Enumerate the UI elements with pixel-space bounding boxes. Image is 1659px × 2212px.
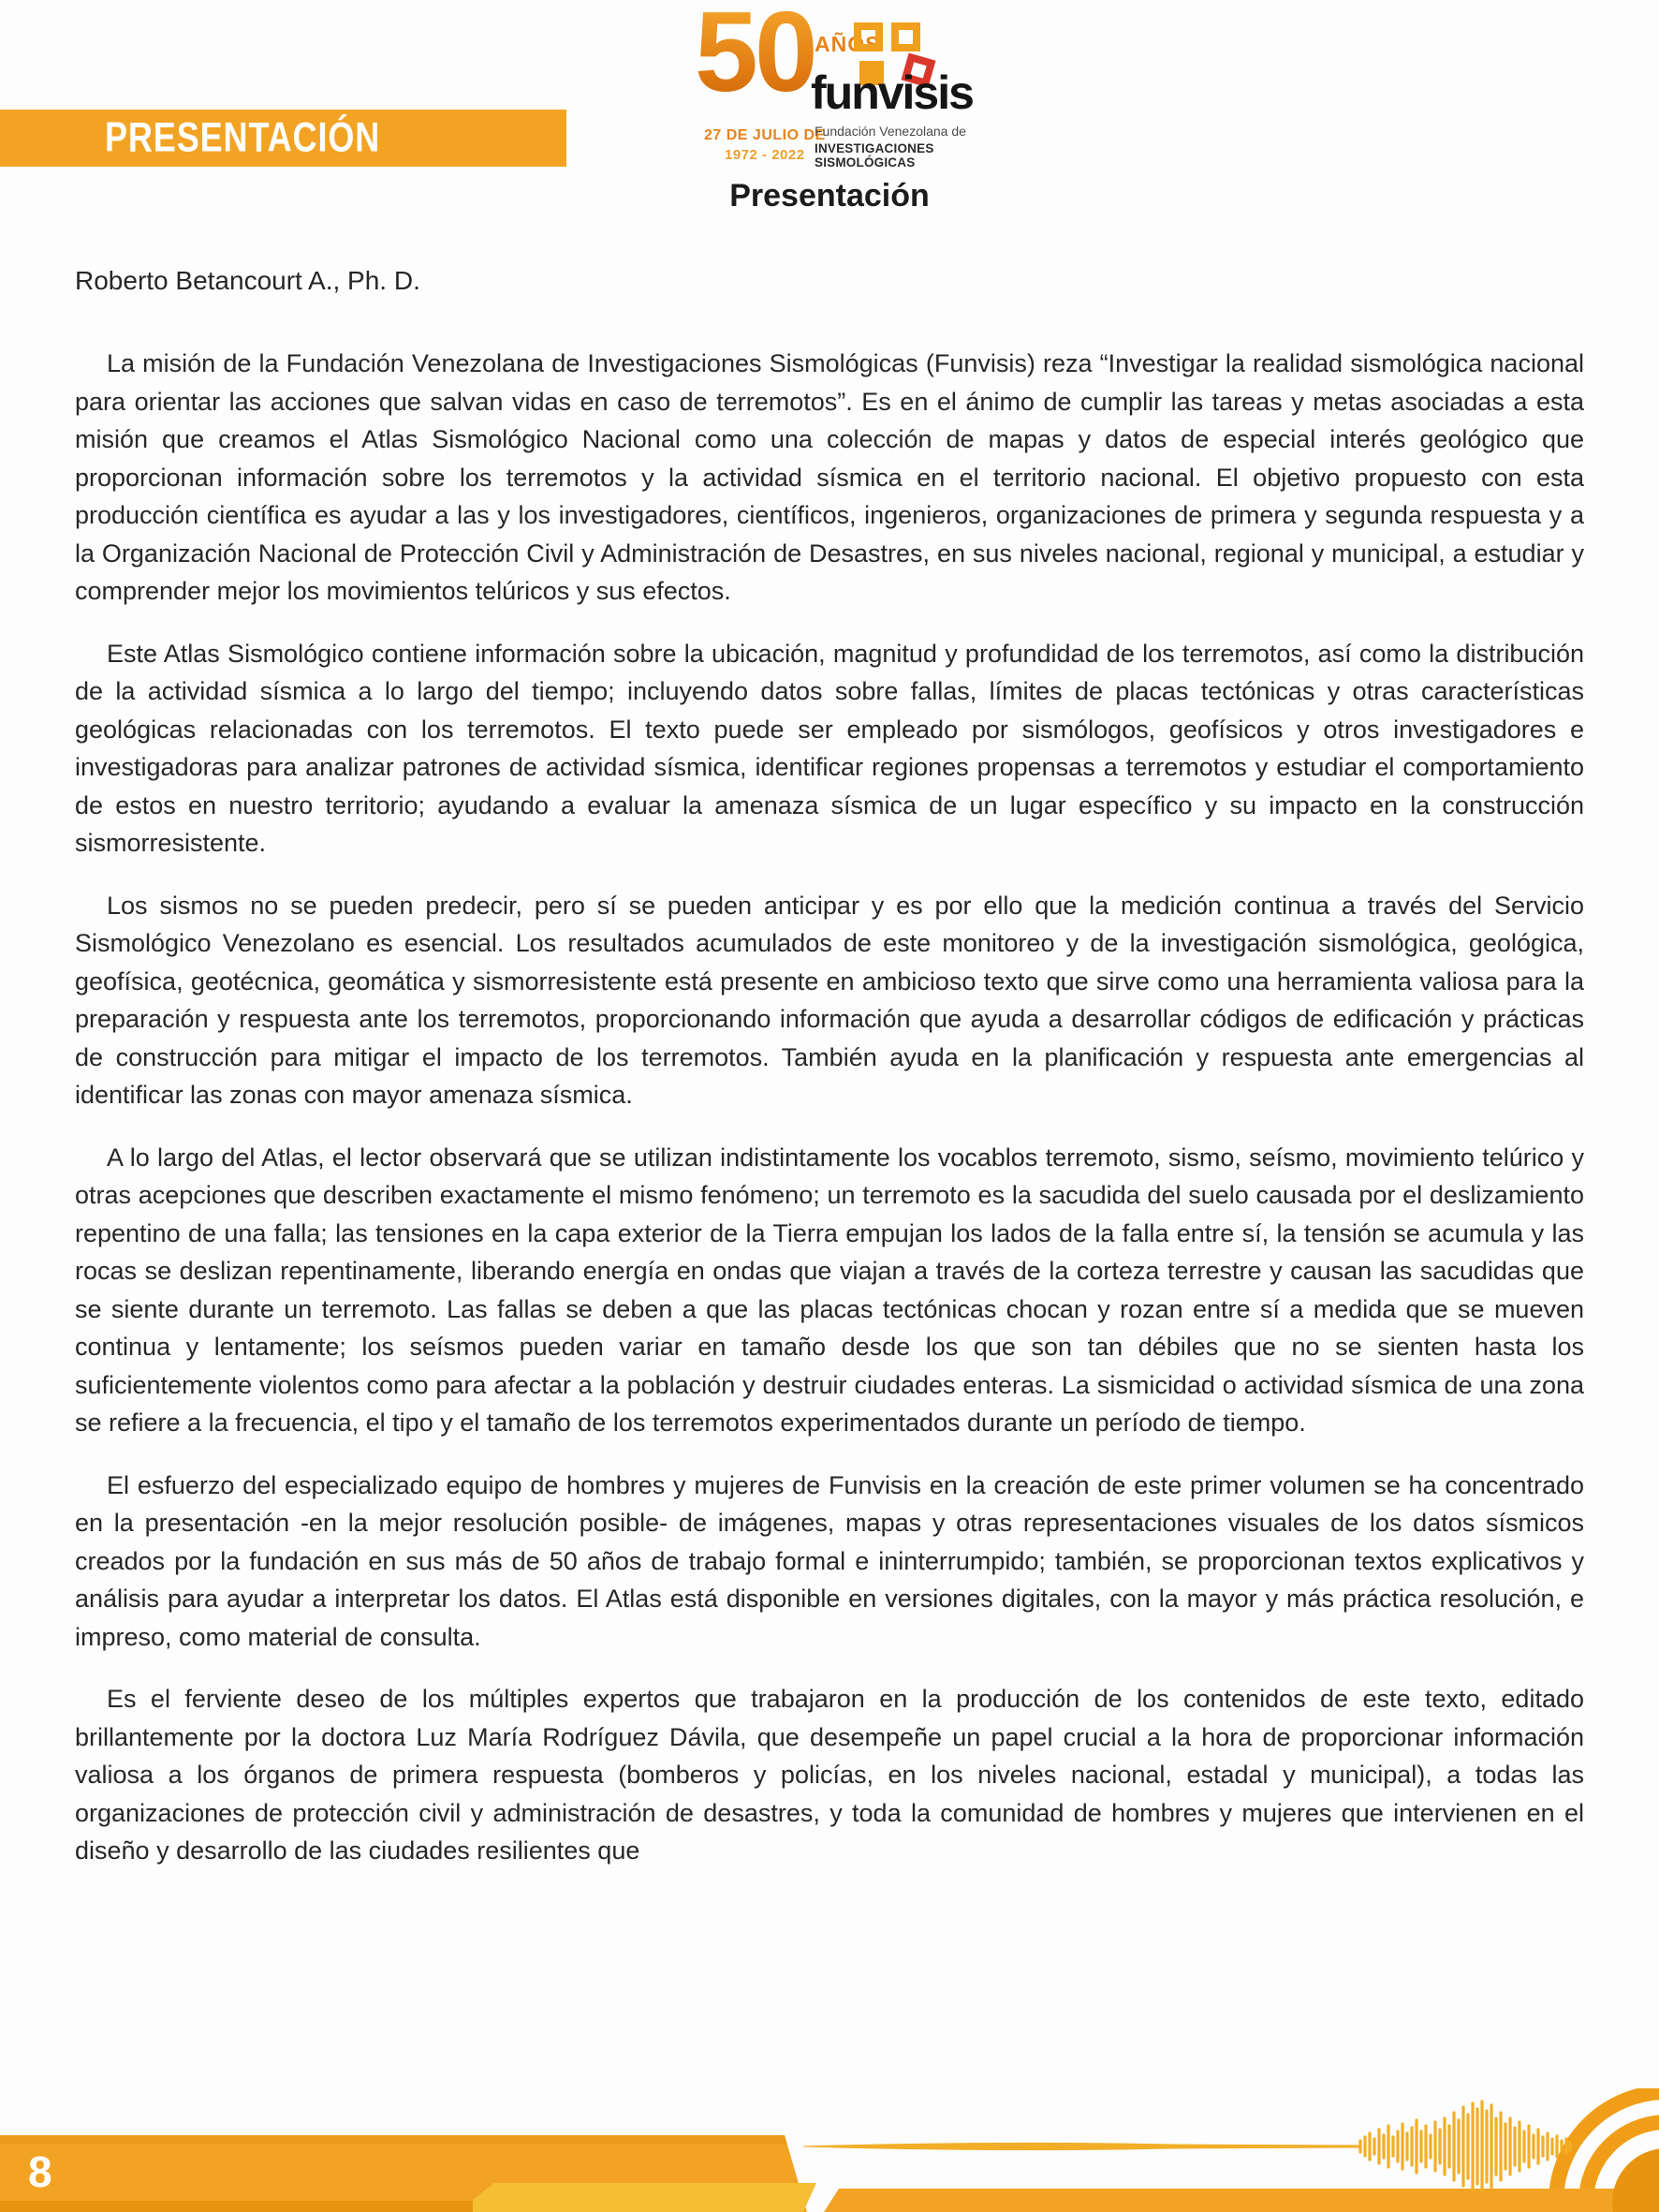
paragraph-4: A lo largo del Atlas, el lector observará que se utilizan indistintamente los vocablos terremoto, sismo, seísmo, movimiento telúrico y otras acepciones que describen exactamente el mismo fenómeno; un terremoto es la sacudida del suelo causada por el deslizamiento repentino de una falla; las tensiones en la capa exterior de la Tierra empujan los lados de la falla entre sí, la tensión se acumula y las rocas se deslizan repentinamente, liberando energía en ondas que viajan a través de la corteza terrestre y causan las sacudidas que se siente durante un terremoto. Las fallas se deben a que las placas tectónicas chocan y rozan entre sí a medida que se mueven continua y lentamente; los seísmos pueden variar en tamaño desde los que son tan débiles que no se sienten hasta los suficientemente violentos como para afectar a la población y destruir ciudades enteras. La sismicidad o actividad sísmica de una zona se refiere a la frecuencia, el tipo y el tamaño de los terremotos experimentados durante un período de tiempo. [75,1143,1584,1437]
page-number: 8 [28,2147,52,2196]
logo-anos-label: AÑOS [815,32,881,56]
orange-hollow-square-icon [854,22,883,52]
paragraph-6: Es el ferviente deseo de los múltiples expertos que trabajaron en la producción de los contenidos de este texto, editado brillantemente por la doctora Luz María Rodríguez Dávila, que desempeñe un papel crucial a la hora de proporcionar información valiosa a los órganos de primera respuesta (bomberos y policías, en los niveles nacional, estadal y municipal), a todas las organizaciones de protección civil y administración de desastres, y toda la comunidad de hombres y mujeres que intervienen en el diseño y desarrollo de las ciudades resilientes que [75,1685,1584,1865]
orange-hollow-square-icon [891,22,920,52]
body-text [75,345,1584,1895]
author-line: Roberto Betancourt A., Ph. D. [75,266,420,295]
section-banner-label: PRESENTACIÓN [105,114,381,161]
logo-date-line1: 27 DE JULIO DE [704,127,826,143]
logo-tagline-1: Fundación Venezolana de [815,124,966,139]
section-banner [0,110,566,167]
footer-dark-strip [0,2201,473,2212]
paragraph-1: La misión de la Fundación Venezolana de Investigaciones Sismológicas (Funvisis) reza “Investigar la realidad sismológica nacional para orientar las acciones que salvan vidas en caso de terremotos”. Es en el ánimo de cumplir las tareas y metas asociadas a esta misión que creamos el Atlas Sismológico Nacional como una colección de mapas y datos de especial interés geológico que proporcionan información sobre los terremotos y la actividad sísmica en el territorio nacional. El objetivo propuesto con esta producción científica es ayudar a las y los investigadores, científicos, ingenieros, organizaciones de primera y segunda respuesta y a la Organización Nacional de Protección Civil y Administración de Desastres, en sus niveles nacional, regional y municipal, a estudiar y comprender mejor los movimientos telúricos y sus efectos. [75,349,1584,605]
paragraph-3: Los sismos no se pueden predecir, pero sí se pueden anticipar y es por ello que la medición continua a través del Servicio Sismológico Venezolano es esencial. Los resultados acumulados de este monitoreo y de la investigación sismológica, geológica, geofísica, geotécnica, geomática y sismorresistente está presente en ambicioso texto que sirve como una herramienta valiosa para la preparación y respuesta ante los terremotos, proporcionando información que ayuda a desarrollar códigos de edificación y prácticas de construcción para mitigar el impacto de los terremotos. También ayuda en la planificación y respuesta ante emergencias al identificar las zonas con mayor amenaza sísmica. [75,891,1584,1109]
page-title: Presentación [729,178,930,214]
logo-50-number: 50 [695,0,815,109]
logo-date-line2: 1972 - 2022 [725,147,805,163]
logo-brand-name: funvisis [811,66,973,119]
footer-light-strip [457,2183,816,2212]
paragraph-5: El esfuerzo del especializado equipo de hombres y mujeres de Funvisis en la creación de este primer volumen se ha concentrado en la presentación -en la mejor resolución posible- de imágenes, mapas y otras representaciones visuales de los datos sísmicos creados por la fundación en sus más de 50 años de trabajo formal e ininterrumpido; también, se proporcionan textos explicativos y análisis para ayudar a interpretar los datos. El Atlas está disponible en versiones digitales, con la mayor y más práctica resolución, e impreso, como material de consulta. [75,1470,1584,1651]
seismic-waveform-icon [723,2098,1659,2212]
logo-tagline-2: INVESTIGACIONES SISMOLÓGICAS [815,141,934,170]
paragraph-2: Este Atlas Sismológico contiene información sobre la ubicación, magnitud y profundidad de los terremotos, así como la distribución de la actividad sísmica a lo largo del tiempo; incluyendo datos sobre fallas, límites de placas tectónicas y otras características geológicas relacionadas con los terremotos. El texto puede ser empleado por sismólogos, geofísicos y otros investigadores e investigadoras para analizar patrones de actividad sísmica, identificar regiones propensas a terremotos y estudiar el comportamiento de estos en nuestro territorio; ayudando a evaluar la amenaza sísmica de un lugar específico y su impacto en la construcción sismorresistente. [75,639,1584,857]
funvisis-50-years-logo [655,0,1030,171]
